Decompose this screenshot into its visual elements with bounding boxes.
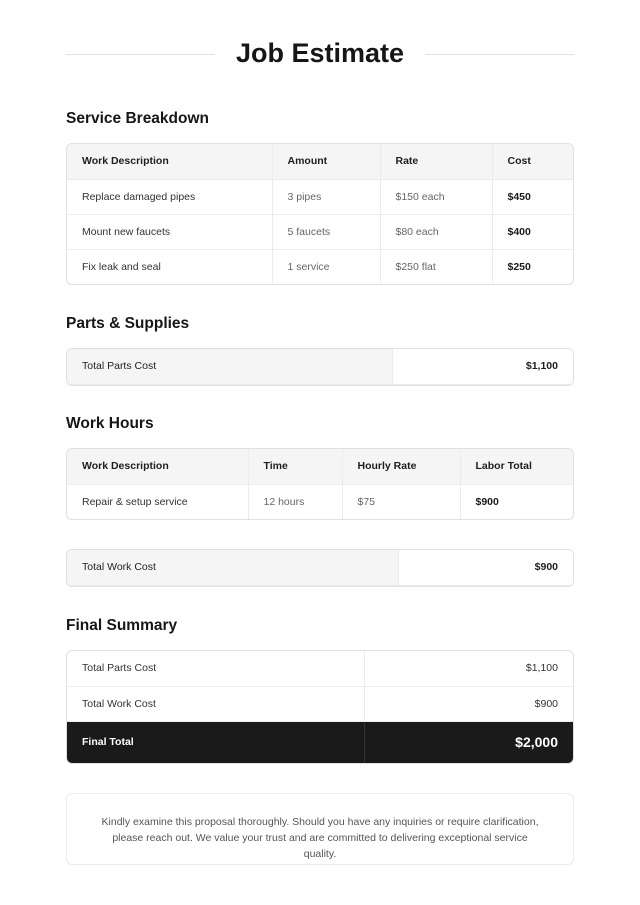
cell: $900 <box>475 495 499 508</box>
work-heading: Work Hours <box>66 415 154 432</box>
col-header: Cost <box>492 144 573 179</box>
final-total-value: $2,000 <box>364 721 573 763</box>
cell: $400 <box>492 214 573 249</box>
cell: $250 flat <box>380 249 492 284</box>
table-row <box>67 484 573 519</box>
summary-value: $900 <box>364 686 573 721</box>
table-row <box>67 651 573 686</box>
col-header: Work Description <box>67 449 248 484</box>
col-header: Labor Total <box>460 449 573 484</box>
cell: $250 <box>507 260 531 273</box>
col-header: Hourly Rate <box>342 449 460 484</box>
table-row <box>67 249 573 284</box>
summary-label: Total Parts Cost <box>67 651 364 686</box>
summary-value: $1,100 <box>364 651 573 686</box>
parts-total-value: $1,100 <box>392 349 573 384</box>
work-total <box>66 549 574 587</box>
cell: Mount new faucets <box>67 214 272 249</box>
cell: $80 each <box>380 214 492 249</box>
table-row <box>67 179 573 214</box>
cell: 5 faucets <box>272 214 380 249</box>
table-header <box>67 144 573 179</box>
parts-heading: Parts & Supplies <box>66 315 190 332</box>
service-table <box>66 143 574 285</box>
cell: 12 hours <box>248 484 342 519</box>
service-heading: Service Breakdown <box>66 110 210 127</box>
summary-heading: Final Summary <box>66 617 178 634</box>
work-table <box>66 448 574 520</box>
cell: $150 each <box>380 179 492 214</box>
final-total-label: Final Total <box>67 721 364 763</box>
parts-total-label: Total Parts Cost <box>67 349 392 384</box>
col-header: Rate <box>380 144 492 179</box>
cell: $75 <box>342 484 460 519</box>
table-row <box>67 214 573 249</box>
cell: $450 <box>492 179 573 214</box>
summary-label: Total Work Cost <box>67 686 364 721</box>
table-row <box>67 686 573 721</box>
work-total-label: Total Work Cost <box>67 550 398 585</box>
table-header <box>67 449 573 484</box>
col-header: Amount <box>272 144 380 179</box>
final-total-row <box>67 721 573 763</box>
col-header: Time <box>248 449 342 484</box>
summary-table <box>66 650 574 764</box>
cell: Repair & setup service <box>67 484 248 519</box>
cell: Fix leak and seal <box>67 249 272 284</box>
closing-note: Kindly examine this proposal thoroughly. Should you have any inquiries or require clarification, please reach out. We value your trust and are committed to delivering exceptional service quality. <box>66 793 574 865</box>
cell: 1 service <box>272 249 380 284</box>
col-header: Work Description <box>67 144 272 179</box>
page-title: Job Estimate <box>235 38 405 68</box>
cell: Replace damaged pipes <box>67 179 272 214</box>
work-total-value: $900 <box>398 550 573 585</box>
cell: 3 pipes <box>272 179 380 214</box>
parts-total <box>66 348 574 386</box>
